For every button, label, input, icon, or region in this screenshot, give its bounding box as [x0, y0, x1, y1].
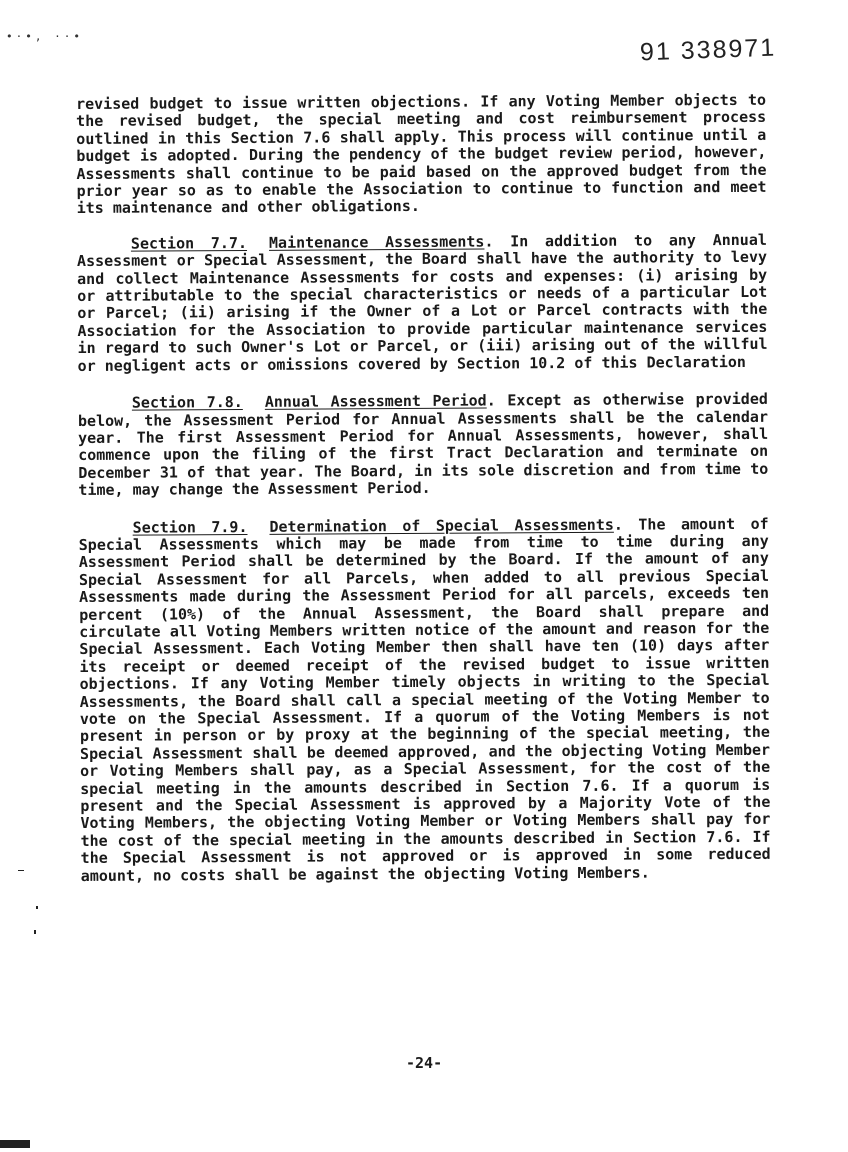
section-body: . The amount of Special Assessments which may be made from time to time during any Assessment Period shall be determined by the Board. If the amount of any Special Assessment for all Parcels, when added to all previous Special Assessments made during the Assessment Period for all parcels, exceeds ten percent (10%) of the Annual Assessment, the Board shall prepare and circulate all Voting Members written notice of the amount and reason for the Special Assessment. Each Voting Member then shall have ten (10) days after its receipt or deemed receipt of the revised budget to issue written objections. If any Voting Member timely objects in writing to the Special Assessments, the Board shall call a special meeting of the Voting Member to vote on the Special Assessment. If a quorum of the Voting Members is not present in person or by proxy at the beginning of the special meeting, the Special Assessment shall be deemed approved, and the objecting Voting Member or Voting Members shall pay, as a Special Assessment, for the cost of the special meeting in the amounts described in Section 7.6. If a quorum is present and the Special Assessment is approved by a Majority Vote of the Voting Members, the objecting Voting Member or Voting Members shall pay for the cost of the special meeting in the amounts described in Section 7.6. If the Special Assessment is not approved or is approved in some reduced amount, no costs shall be against the objecting Voting Members.	[78, 514, 771, 885]
section-7-7	[77, 232, 768, 375]
scan-speck	[18, 870, 24, 871]
paragraph-text: revised budget to issue written objections. If any Voting Member objects to the revised budget, the special meeting and cost reimbursement process outlined in this Section 7.6 shall apply. This process will continue until a budget is adopted. During the pendency of the budget review period, however, Assessments shall continue to be paid based on the approved budget from the prior year so as to enable the Association to continue to function and meet its maintenance and other obligations.	[75, 90, 767, 218]
section-body: . Except as otherwise provided below, the Assessment Period for Annual Assessments shall be the calendar year. The first Assessment Period for Annual Assessments, however, shall commence upon the filing of the first Tract Declaration and terminate on December 31 of that year. The Board, in its sole discretion and from time to time, may change the Assessment Period.	[77, 389, 769, 500]
section-title: Maintenance Assessments	[268, 232, 485, 252]
scan-edge-mark	[0, 1140, 30, 1148]
paragraph-budget-continuation	[76, 92, 767, 218]
section-body: . In addition to any Annual Assessment or Special Assessment, the Board shall have the authority to levy and collect Maintenance Assessments for costs and expenses: (i) arising by or attributable to the special characteristics or needs of a particular Lot or Parcel; (ii) arising if the Owner of a Lot or Parcel contracts with the Association for the Association to provide particular maintenance services in regard to such Owner's Lot or Parcel, or (iii) arising out of the willful or negligent acts or omissions covered by Section 10.2 of this Declaration	[76, 230, 768, 375]
section-7-8	[78, 391, 769, 500]
page-number: -24-	[406, 1054, 443, 1072]
section-number: Section 7.7.	[130, 233, 248, 253]
section-number: Section 7.8.	[131, 393, 243, 412]
section-title: Annual Assessment Period	[264, 391, 487, 411]
scan-speck	[36, 906, 38, 909]
section-number: Section 7.9.	[132, 517, 248, 537]
document-body	[76, 92, 771, 905]
scan-speckle-marks: •·•, ··•	[6, 30, 83, 43]
section-7-9	[79, 515, 771, 885]
section-title: Determination of Special Assessments	[269, 515, 614, 536]
document-number: 91 338971	[639, 33, 777, 67]
scan-speck	[34, 930, 36, 934]
